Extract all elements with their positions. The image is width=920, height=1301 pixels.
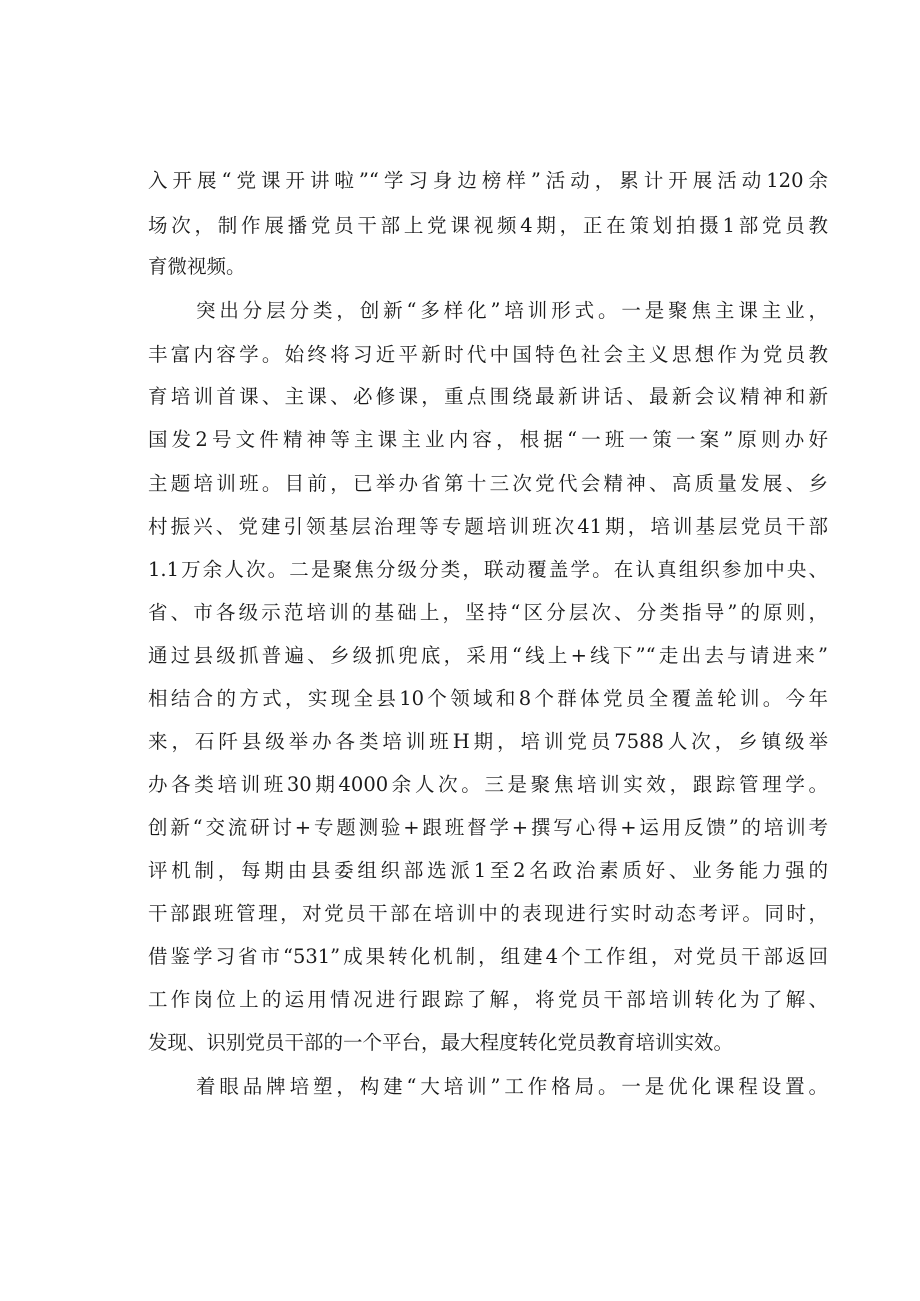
text-line: 通过县级抓普遍、乡级抓兜底，采用“线上+线下”“走出去与请进来” xyxy=(148,644,828,667)
text-line: 育微视频。 xyxy=(148,255,246,278)
text-line: 省、市各级示范培训的基础上，坚持“区分层次、分类指导”的原则， xyxy=(148,601,828,624)
text-line: 发现、识别党员干部的一个平台，最大程度转化党员教育培训实效。 xyxy=(148,1031,734,1054)
paragraph-first-line: 着眼品牌培塑，构建“大培训”工作格局。一是优化课程设置。 xyxy=(196,1075,828,1098)
text-line: 主题培训班。目前，已举办省第十三次党代会精神、高质量发展、乡 xyxy=(148,472,828,495)
text-line: 办各类培训班30期4000余人次。三是聚焦培训实效，跟踪管理学。 xyxy=(148,773,828,796)
text-line: 评机制，每期由县委组织部选派1至2名政治素质好、业务能力强的 xyxy=(148,859,828,882)
text-line: 丰富内容学。始终将习近平新时代中国特色社会主义思想作为党员教 xyxy=(148,343,828,366)
text-line: 村振兴、党建引领基层治理等专题培训班次41期，培训基层党员干部 xyxy=(148,515,828,538)
text-line: 创新“交流研讨+专题测验+跟班督学+撰写心得+运用反馈”的培训考 xyxy=(148,816,828,839)
text-line: 工作岗位上的运用情况进行跟踪了解，将党员干部培训转化为了解、 xyxy=(148,988,828,1011)
text-line: 相结合的方式，实现全县10个领域和8个群体党员全覆盖轮训。今年 xyxy=(148,687,828,710)
text-line: 场次，制作展播党员干部上党课视频4期，正在策划拍摄1部党员教 xyxy=(148,214,828,237)
text-line: 1.1万余人次。二是聚焦分级分类，联动覆盖学。在认真组织参加中央、 xyxy=(148,558,828,581)
text-line: 国发2号文件精神等主课主业内容，根据“一班一策一案”原则办好 xyxy=(148,428,828,451)
text-line: 育培训首课、主课、必修课，重点围绕最新讲话、最新会议精神和新 xyxy=(148,385,828,408)
text-line: 入开展“党课开讲啦”“学习身边榜样”活动，累计开展活动120余 xyxy=(148,169,828,192)
text-line: 干部跟班管理，对党员干部在培训中的表现进行实时动态考评。同时， xyxy=(148,902,828,925)
text-line: 借鉴学习省市“531”成果转化机制，组建4个工作组，对党员干部返回 xyxy=(148,945,828,968)
paragraph-first-line: 突出分层分类，创新“多样化”培训形式。一是聚焦主课主业， xyxy=(196,299,828,322)
text-line: 来，石阡县级举办各类培训班H期，培训党员7588人次，乡镇级举 xyxy=(148,730,828,753)
